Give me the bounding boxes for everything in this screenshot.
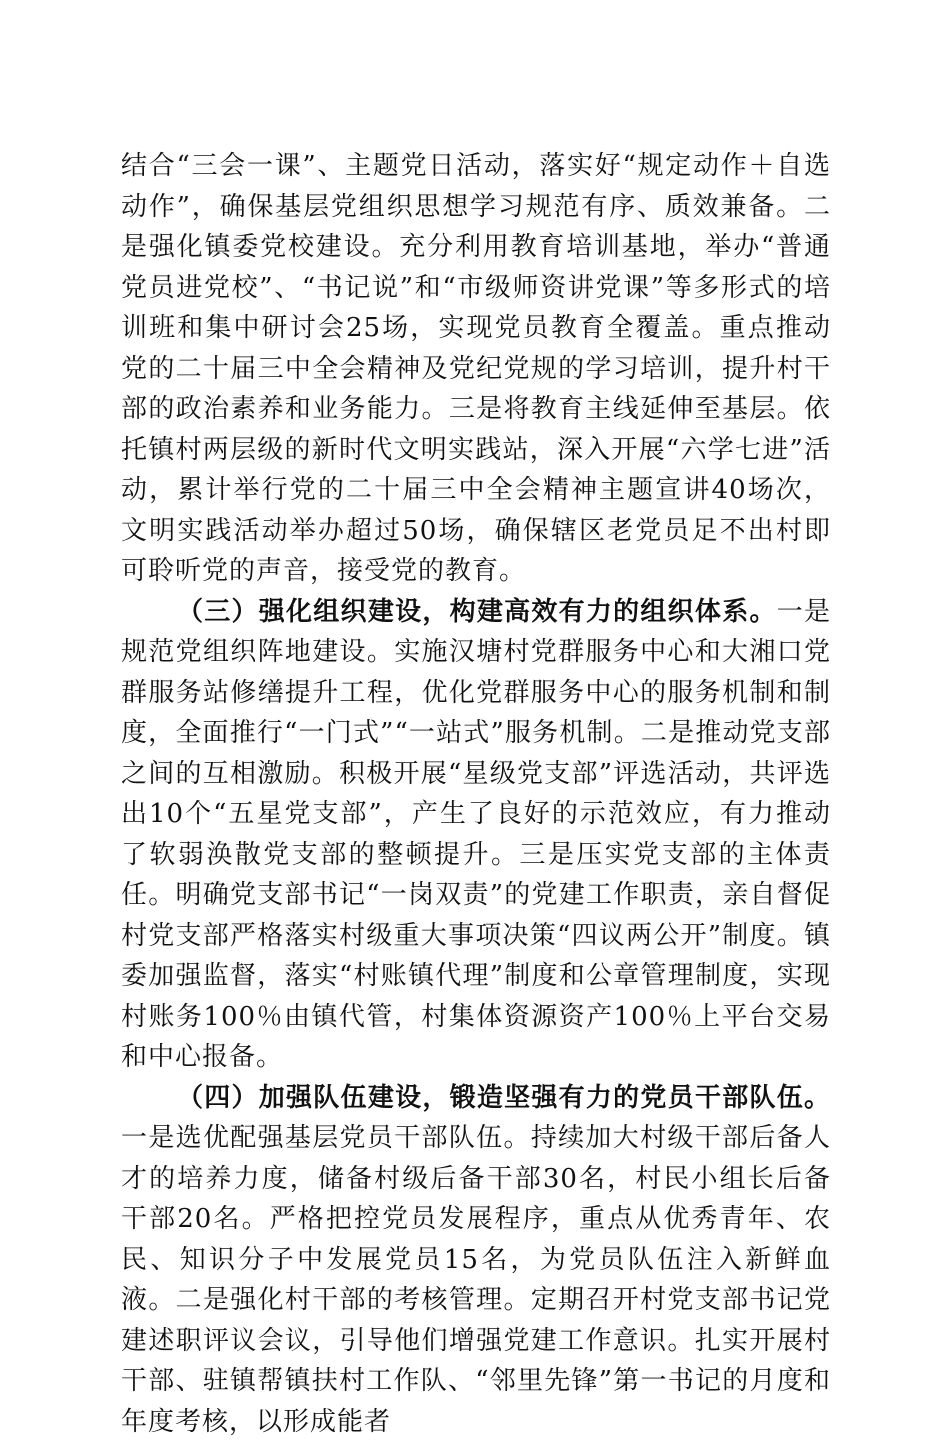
paragraph-body: 一是选优配强基层党员干部队伍。持续加大村级干部后备人才的培养力度，储备村级后备干部30名，村民小组长后备干部20名。严格把控党员发展程序，重点从优秀青年、农民、知识分子中发展党员15名，为党员队伍注入新鲜血液。二是强化村干部的考核管理。定期召开村党支部书记党建述职评议会议，引导他们增强党建工作意识。扎实开展村干部、驻镇帮镇扶村工作队、“邻里先锋”第一书记的月度和年度考核，以形成能者 [121, 1123, 831, 1437]
paragraph-section-4 [121, 1078, 831, 1442]
paragraph-continued [121, 146, 831, 592]
paragraph-body: 一是规范党组织阵地建设。实施汉塘村党群服务中心和大湘口党群服务站修缮提升工程，优化党群服务中心的服务机制和制度，全面推行“一门式”“一站式”服务机制。二是推动党支部之间的互相激励。积极开展“星级党支部”评选活动，共评选出10个“五星党支部”，产生了良好的示范效应，有力推动了软弱涣散党支部的整顿提升。三是压实党支部的主体责任。明确党支部书记“一岗双责”的党建工作职责，亲自督促村党支部严格落实村级重大事项决策“四议两公开”制度。镇委加强监督，落实“村账镇代理”制度和公章管理制度，实现村账务100％由镇代管，村集体资源资产100％上平台交易和中心报备。 [121, 597, 831, 1073]
section-heading: （三）强化组织建设，构建高效有力的组织体系。 [177, 597, 777, 627]
document-body [121, 146, 831, 1442]
paragraph-body: 结合“三会一课”、主题党日活动，落实好“规定动作＋自选动作”，确保基层党组织思想学习规范有序、质效兼备。二是强化镇委党校建设。充分利用教育培训基地，举办“普通党员进党校”、“书记说”和“市级师资讲党课”等多形式的培训班和集中研讨会25场，实现党员教育全覆盖。重点推动党的二十届三中全会精神及党纪党规的学习培训，提升村干部的政治素养和业务能力。三是将教育主线延伸至基层。依托镇村两层级的新时代文明实践站，深入开展“六学七进”活动，累计举行党的二十届三中全会精神主题宣讲40场次，文明实践活动举办超过50场，确保辖区老党员足不出村即可聆听党的声音，接受党的教育。 [121, 151, 831, 586]
section-heading: （四）加强队伍建设，锻造坚强有力的党员干部队伍。 [177, 1083, 831, 1113]
paragraph-section-3 [121, 592, 831, 1078]
